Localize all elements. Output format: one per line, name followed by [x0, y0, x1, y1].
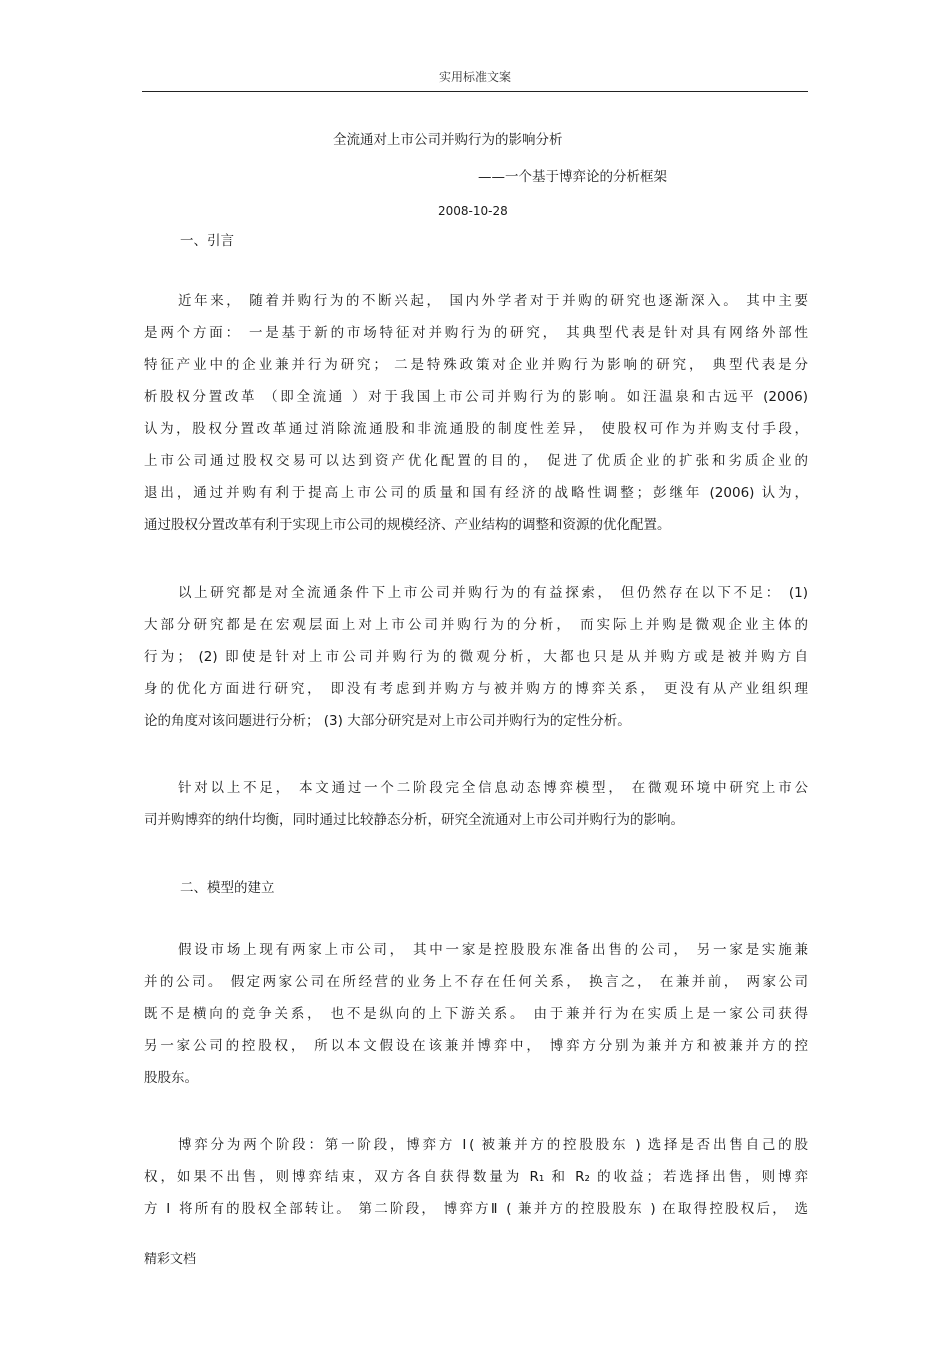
- page-footer: 精彩文档: [144, 1252, 197, 1267]
- paragraph-line: 针对以上不足， 本文通过一个二阶段完全信息动态博弈模型， 在微观环境中研究上市公: [178, 780, 808, 796]
- paragraph-line: 是两个方面： 一是基于新的市场特征对并购行为的研究， 其典型代表是针对具有网络外部性: [144, 325, 808, 341]
- header-rule: [142, 91, 808, 92]
- paragraph-3: [144, 772, 808, 836]
- paragraph-line: 大部分研究都是在宏观层面上对上市公司并购行为的分析， 而实际上并购是微观企业主体的: [144, 617, 808, 633]
- paragraph-line: 以上研究都是对全流通条件下上市公司并购行为的有益探索， 但仍然存在以下不足： (1): [178, 585, 808, 601]
- paragraph-line: 近年来， 随着并购行为的不断兴起， 国内外学者对于并购的研究也逐渐深入。 其中主要: [178, 293, 808, 309]
- section-heading-intro: 一、引言: [180, 233, 234, 249]
- paragraph-line: 析股权分置改革 （即全流通 ）对于我国上市公司并购行为的影响。如汪温泉和古远平 (2006): [144, 389, 808, 405]
- paragraph-line: 退出，通过并购有利于提高上市公司的质量和国有经济的战略性调整；彭继年 (2006) 认为，: [144, 485, 808, 501]
- paragraph-line: 权，如果不出售，则博弈结束，双方各自获得数量为 R₁ 和 R₂ 的收益；若选择出售，则博弈: [144, 1169, 808, 1185]
- paragraph-4: [144, 934, 808, 1094]
- document-title: 全流通对上市公司并购行为的影响分析: [333, 132, 563, 148]
- paragraph-line: 既不是横向的竞争关系， 也不是纵向的上下游关系。 由于兼并行为在实质上是一家公司获得: [144, 1006, 808, 1022]
- paragraph-2: [144, 577, 808, 737]
- paragraph-line: 方 Ⅰ 将所有的股权全部转让。 第二阶段， 博弈方Ⅱ ( 兼并方的控股股东 ) 在取得控股权后， 选: [144, 1201, 808, 1217]
- section-heading-model: 二、模型的建立: [180, 880, 275, 896]
- paragraph-line: 假设市场上现有两家上市公司， 其中一家是控股股东准备出售的公司， 另一家是实施兼: [178, 942, 808, 958]
- paragraph-line: 通过股权分置改革有利于实现上市公司的规模经济、产业结构的调整和资源的优化配置。: [144, 517, 671, 533]
- paragraph-5: [144, 1129, 808, 1225]
- paragraph-1: [144, 285, 808, 541]
- running-header: 实用标准文案: [438, 70, 511, 84]
- document-subtitle: ——一个基于博弈论的分析框架: [478, 169, 667, 185]
- paragraph-line: 司并购博弈的纳什均衡，同时通过比较静态分析，研究全流通对上市公司并购行为的影响。: [144, 812, 684, 828]
- paragraph-line: 另一家公司的控股权， 所以本文假设在该兼并博弈中， 博弈方分别为兼并方和被兼并方的控: [144, 1038, 808, 1054]
- document-date: 2008-10-28: [438, 204, 508, 218]
- paragraph-line: 博弈分为两个阶段：第一阶段，博弈方 Ⅰ( 被兼并方的控股股东 ) 选择是否出售自己的股: [178, 1137, 808, 1153]
- paragraph-line: 认为，股权分置改革通过消除流通股和非流通股的制度性差异， 使股权可作为并购支付手段，: [144, 421, 808, 437]
- paragraph-line: 行为； (2) 即使是针对上市公司并购行为的微观分析，大都也只是从并购方或是被并购方自: [144, 649, 808, 665]
- paragraph-line: 身的优化方面进行研究， 即没有考虑到并购方与被并购方的博弈关系， 更没有从产业组织理: [144, 681, 808, 697]
- paragraph-line: 特征产业中的企业兼并行为研究； 二是特殊政策对企业并购行为影响的研究， 典型代表是分: [144, 357, 808, 373]
- paragraph-line: 上市公司通过股权交易可以达到资产优化配置的目的， 促进了优质企业的扩张和劣质企业的: [144, 453, 808, 469]
- paragraph-line: 论的角度对该问题进行分析； (3) 大部分研究是对上市公司并购行为的定性分析。: [144, 713, 631, 729]
- paragraph-line: 股股东。: [144, 1070, 198, 1086]
- paragraph-line: 并的公司。 假定两家公司在所经营的业务上不存在任何关系， 换言之， 在兼并前， 两家公司: [144, 974, 808, 990]
